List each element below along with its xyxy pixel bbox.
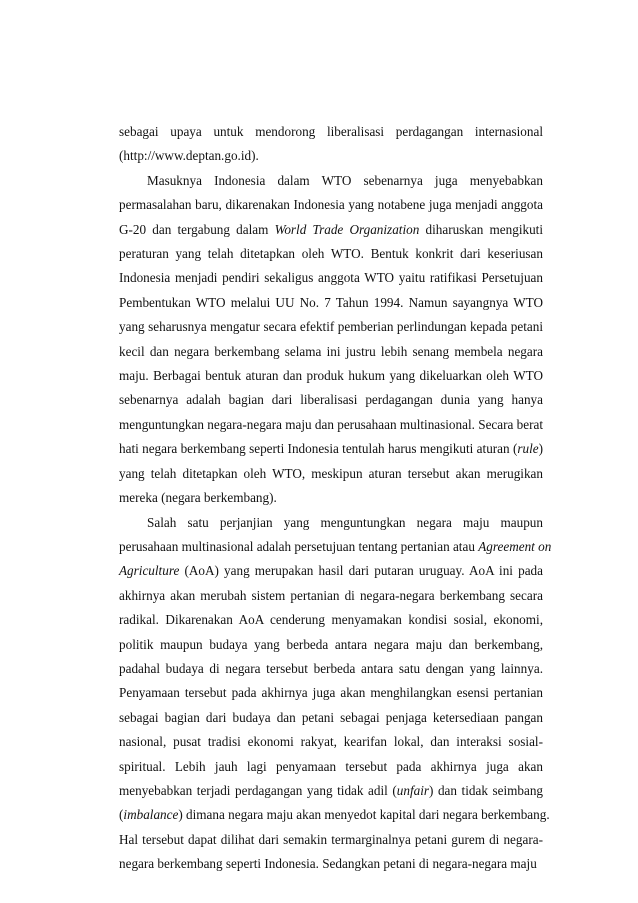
text-line [119, 169, 543, 193]
text-line [119, 144, 543, 168]
paragraph-continuation [119, 120, 543, 169]
text-line [119, 755, 543, 779]
text-line [119, 559, 543, 583]
text-run: padahal budaya di negara tersebut berbeda antara satu dengan yang lainnya. [119, 660, 543, 676]
text-line [119, 852, 543, 876]
text-run: permasalahan baru, dikarenakan Indonesia yang notabene juga menjadi anggota [119, 197, 543, 213]
text-line [119, 193, 543, 217]
text-line [119, 437, 543, 461]
text-run: ) dimana negara maju akan menyedot kapital dari negara berkembang. [178, 807, 550, 823]
text-line [119, 608, 543, 632]
text-line [119, 242, 543, 266]
text-line [119, 803, 550, 827]
italic-term: rule [517, 441, 539, 457]
text-run: Penyamaan tersebut pada akhirnya juga akan menghilangkan esensi pertanian [119, 685, 543, 701]
text-line [119, 657, 543, 681]
text-run: sebagai upaya untuk mendorong liberalisasi perdagangan internasional [119, 124, 543, 139]
text-run: ) [538, 441, 543, 457]
italic-term: Agreement on [478, 538, 552, 554]
text-run: peraturan yang telah ditetapkan oleh WTO. Bentuk konkrit dari keseriusan [119, 246, 543, 262]
text-line [119, 511, 543, 535]
text-run: ) dan tidak seimbang [429, 782, 544, 798]
text-run: politik maupun budaya yang berbeda antara negara maju dan berkembang, [119, 636, 543, 652]
text-run: Indonesia menjadi pendiri sekaligus anggota WTO yaitu ratifikasi Persetujuan [119, 270, 543, 286]
text-line [119, 315, 543, 339]
text-line [119, 413, 543, 437]
text-run: (http://www.deptan.go.id). [119, 148, 259, 164]
text-line [119, 364, 543, 388]
text-run: menyebabkan terjadi perdagangan yang tidak adil ( [119, 782, 397, 798]
text-run: Pembentukan WTO melalui UU No. 7 Tahun 1994. Namun sayangnya WTO [119, 294, 543, 310]
italic-term: imbalance [123, 807, 179, 823]
text-run: (AoA) yang merupakan hasil dari putaran uruguay. AoA ini pada [179, 563, 543, 579]
text-run: mereka (negara berkembang). [119, 490, 277, 506]
text-run: kecil dan negara berkembang selama ini justru lebih senang membela negara [119, 343, 543, 359]
body-text [119, 120, 552, 877]
text-line [119, 266, 543, 290]
text-line [119, 730, 543, 754]
text-line [119, 706, 543, 730]
italic-term: Agriculture [119, 563, 180, 579]
text-line [119, 535, 552, 559]
text-line [119, 828, 543, 852]
text-line [119, 486, 543, 510]
text-line [119, 462, 543, 486]
italic-term: World Trade Organization [274, 221, 420, 237]
text-run: G-20 dan tergabung dalam [119, 221, 275, 237]
text-line [119, 340, 543, 364]
text-line [119, 291, 543, 315]
text-line [119, 388, 543, 412]
text-run: sebagai bagian dari budaya dan petani sebagai penjaga ketersediaan pangan [119, 709, 543, 725]
text-run: Salah satu perjanjian yang menguntungkan negara maju maupun [147, 514, 543, 530]
text-run: ( [119, 807, 124, 823]
text-run: Masuknya Indonesia dalam WTO sebenarnya juga menyebabkan [147, 172, 543, 188]
text-run: yang telah ditetapkan oleh WTO, meskipun aturan tersebut akan merugikan [119, 465, 543, 481]
paragraph-agreement-on-agriculture [119, 511, 552, 877]
text-run: maju. Berbagai bentuk aturan dan produk hukum yang dikeluarkan oleh WTO [119, 368, 543, 384]
text-run: diharuskan mengikuti [419, 221, 544, 237]
text-run: radikal. Dikarenakan AoA cenderung menyamakan kondisi sosial, ekonomi, [119, 612, 543, 628]
text-run: perusahaan multinasional adalah persetujuan tentang pertanian atau [119, 538, 479, 554]
text-line [119, 218, 543, 242]
text-run: hati negara berkembang seperti Indonesia tentulah harus mengikuti aturan ( [119, 441, 518, 457]
text-run: akhirnya akan merubah sistem pertanian di negara-negara berkembang secara [119, 587, 543, 603]
text-line [119, 633, 543, 657]
paragraph-wto-indonesia [119, 169, 543, 511]
text-line [119, 681, 543, 705]
text-line [119, 584, 543, 608]
text-run: menguntungkan negara-negara maju dan perusahaan multinasional. Secara berat [119, 416, 544, 432]
text-line [119, 779, 543, 803]
text-run: Hal tersebut dapat dilihat dari semakin termarginalnya petani gurem di negara- [119, 831, 543, 847]
text-run: nasional, pusat tradisi ekonomi rakyat, kearifan lokal, dan interaksi sosial- [119, 734, 543, 750]
text-run: yang seharusnya mengatur secara efektif pemberian perlindungan kepada petani [119, 319, 543, 335]
text-run: negara berkembang seperti Indonesia. Sedangkan petani di negara-negara maju [119, 856, 537, 872]
italic-term: unfair [396, 782, 430, 798]
text-run: spiritual. Lebih jauh lagi penyamaan tersebut pada akhirnya juga akan [119, 758, 543, 774]
text-run: sebenarnya adalah bagian dari liberalisasi perdagangan dunia yang hanya [119, 392, 543, 408]
text-line [119, 120, 543, 144]
